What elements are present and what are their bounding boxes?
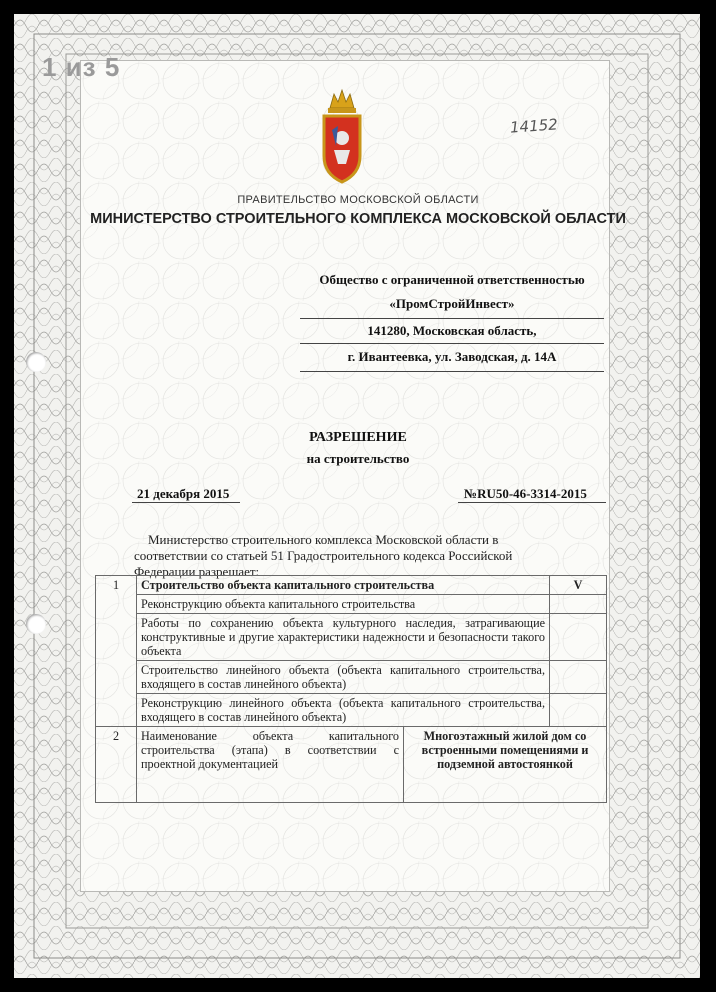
punch-hole-top <box>26 352 46 372</box>
page-counter: 1 из 5 <box>42 52 121 82</box>
table-row <box>96 661 607 694</box>
table-row <box>96 614 607 661</box>
punch-hole-bottom <box>26 614 46 634</box>
address-underline <box>300 343 604 344</box>
selected-check-mark: V <box>550 576 607 595</box>
permit-number: №RU50-46-3314-2015 <box>464 486 587 501</box>
row-number: 2 <box>96 727 137 803</box>
table-row <box>96 595 607 614</box>
check-cell <box>550 595 607 614</box>
object-name-label: Наименование объекта капитального строительства (этапа) в соответствии с проектной документацией <box>137 727 404 803</box>
address-underline <box>300 318 604 319</box>
permit-table <box>95 575 607 803</box>
ministry-header: МИНИСТЕРСТВО СТРОИТЕЛЬНОГО КОМПЛЕКСА МОСКОВСКОЙ ОБЛАСТИ <box>90 211 626 227</box>
permit-type-item: Строительство объекта капитального строительства <box>137 576 550 595</box>
issue-date: 21 декабря 2015 <box>137 486 230 501</box>
check-cell <box>550 614 607 661</box>
moscow-oblast-coat-of-arms-icon <box>316 86 368 186</box>
check-cell <box>550 661 607 694</box>
check-cell <box>550 694 607 727</box>
recipient-line-1: Общество с ограниченной ответственностью <box>319 272 585 287</box>
intro-paragraph: Министерство строительного комплекса Московской области в соответствии со статьей 51 Градостроительного кодекса Российской Федерации разрешает: <box>134 532 513 579</box>
object-name-value: Многоэтажный жилой дом со встроенными помещениями и подземной автостоянкой <box>404 727 607 803</box>
recipient-line-4: г. Ивантеевка, ул. Заводская, д. 14А <box>347 349 557 364</box>
table-row <box>96 576 607 595</box>
date-underline <box>132 502 240 503</box>
row-number: 1 <box>96 576 137 727</box>
permit-type-item: Реконструкцию линейного объекта (объекта капитального строительства, входящего в состав линейного объекта) <box>137 694 550 727</box>
table-row <box>96 727 607 803</box>
document-title: РАЗРЕШЕНИЕ <box>309 430 407 445</box>
address-underline <box>300 371 604 372</box>
document-subtitle: на строительство <box>306 451 410 466</box>
table-row <box>96 694 607 727</box>
recipient-line-3: 141280, Московская область, <box>367 323 537 338</box>
number-underline <box>458 502 606 503</box>
recipient-line-2: «ПромСтройИнвест» <box>389 296 515 311</box>
permit-type-item: Реконструкцию объекта капитального строительства <box>137 595 550 614</box>
permit-type-item: Строительство линейного объекта (объекта капитального строительства, входящего в состав линейного объекта) <box>137 661 550 694</box>
handwritten-note: 14152 <box>509 115 559 137</box>
permit-type-item: Работы по сохранению объекта культурного наследия, затрагивающие конструктивные и другие характеристики надежности и безопасности такого объекта <box>137 614 550 661</box>
government-header: ПРАВИТЕЛЬСТВО МОСКОВСКОЙ ОБЛАСТИ <box>237 194 479 206</box>
